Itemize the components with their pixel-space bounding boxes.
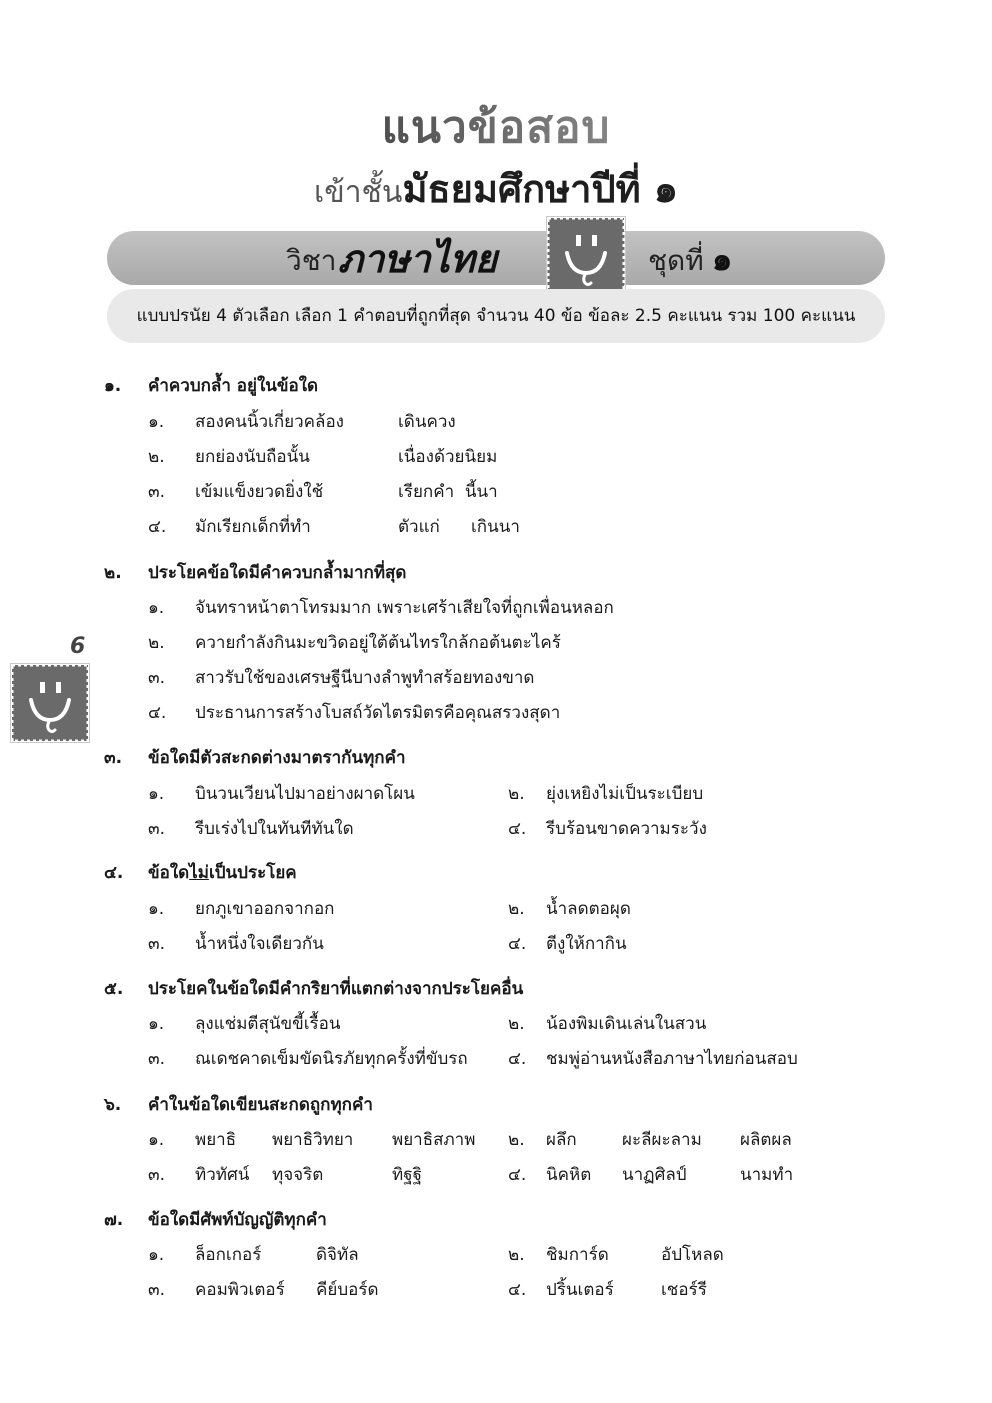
choice-text: เกินนา [471,517,520,537]
set-number: ๑ [712,240,733,278]
smiley-stamp-icon [545,215,627,297]
choice-number: ๒. [148,633,165,653]
choice-number: ๓. [148,668,166,688]
choice-word: เชอร์รี [661,1280,707,1300]
title-grade-prefix: เข้าชั้น [313,175,403,210]
choice-text: ควายกำลังกินมะขวิดอยู่ใต้ต้นไทรใกล้กอต้นตะไคร้ [195,633,561,653]
question-number: ๓. [104,748,123,768]
smiley-stamp-icon [9,662,91,744]
choice-number: ๔. [508,1165,527,1185]
choice-word: ล็อกเกอร์ [195,1245,262,1265]
question-text-part: เป็นประโยค [208,863,297,883]
choice-number: ๔. [508,1280,527,1300]
choice-word: ผลิตผล [740,1130,792,1150]
choice-number: ๑. [148,1130,165,1150]
subject-prefix: วิชา [286,244,337,277]
question-text: ประโยคข้อใดมีคำควบกล้ำมากที่สุด [148,563,407,583]
choice-word: ดิจิทัล [316,1245,359,1265]
choice-number: ๓. [148,1280,166,1300]
choice-text: สาวรับใช้ของเศรษฐีนีบางลำพูทำสร้อยทองขาด [195,668,535,688]
choice-text: จันทราหน้าตาโทรมมาก เพราะเศร้าเสียใจที่ถูกเพื่อนหลอก [195,598,614,618]
choice-number: ๑. [148,899,165,919]
exam-info: แบบปรนัย 4 ตัวเลือก เลือก 1 คำตอบที่ถูกที่สุด จำนวน 40 ข้อ ข้อละ 2.5 คะแนน รวม 100 คะแนน [107,289,885,343]
choice-number: ๑. [148,1014,165,1034]
choice-number: ๑. [148,598,165,618]
choice-number: ๒. [508,899,525,919]
choice-number: ๔. [508,819,527,839]
choice-text: รีบเร่งไปในทันทีทันใด [195,819,354,839]
question-number: ๔. [104,863,124,883]
subject-name: ภาษาไทย [338,237,498,281]
choice-word: พยาธิ [195,1130,237,1150]
choice-number: ๓. [148,482,166,502]
choice-word: ชิมการ์ด [546,1245,609,1265]
choice-text: น้องพิมเดินเล่นในสวน [546,1014,707,1034]
choice-text: ณเดชคาดเข็มขัดนิรภัยทุกครั้งที่ขับรถ [195,1049,468,1069]
title-grade-main: มัธยมศึกษาปีที่ ๑ [402,167,679,211]
question-number: ๖. [104,1095,122,1115]
choice-text: เนื่องด้วยนิยม [398,447,498,467]
choice-number: ๑. [148,1245,165,1265]
choice-word: ทุจจริต [272,1165,324,1185]
side-page-number: 6 [70,634,86,659]
question-text: ข้อใดมีตัวสะกดต่างมาตรากันทุกคำ [148,748,406,768]
choice-text: รีบร้อนขาดความระวัง [546,819,707,839]
set-label: ชุดที่ [648,244,704,277]
choice-text: ชมพู่อ่านหนังสือภาษาไทยก่อนสอบ [546,1049,798,1069]
title-main: แนวข้อสอบ [0,100,992,156]
choice-text: ยกภูเขาออกจากอก [195,899,335,919]
choice-word: นาฏศิลป์ [622,1165,687,1185]
choice-number: ๒. [508,1130,525,1150]
choice-text: สองคนนิ้วเกี่ยวคล้อง [195,412,344,432]
question-number: ๑. [104,376,122,396]
choice-number: ๓. [148,1049,166,1069]
choice-number: ๒. [508,1014,525,1034]
choice-text: ลุงแช่มตีสุนัขขี้เรื้อน [195,1014,341,1034]
choice-text: เรียกคำ นี้นา [398,482,498,502]
question-number: ๕. [104,979,124,999]
choice-text: ประธานการสร้างโบสถ์วัดไตรมิตรคือคุณสรวงสุดา [195,703,561,723]
choice-number: ๔. [508,1049,527,1069]
question-text-emphasis: ไม่ [189,863,209,883]
choice-word: คีย์บอร์ด [316,1280,379,1300]
choice-text: เข้มแข็งยวดยิ่งใช้ [195,482,324,502]
choice-number: ๑. [148,784,165,804]
question-text: ประโยคในข้อใดมีคำกริยาที่แตกต่างจากประโยคอื่น [148,979,524,999]
choice-word: นามทำ [740,1165,794,1185]
choice-word: ทิฐฐิ [392,1165,422,1185]
question-text: คำควบกล้ำ อยู่ในข้อใด [148,376,319,396]
choice-number: ๓. [148,819,166,839]
choice-number: ๓. [148,934,166,954]
choice-word: นิคหิต [546,1165,592,1185]
choice-word: ผะลีผะลาม [622,1130,702,1150]
choice-number: ๔. [148,703,167,723]
choice-number: ๒. [508,1245,525,1265]
choice-text: บินวนเวียนไปมาอย่างผาดโผน [195,784,415,804]
choice-text: น้ำหนึ่งใจเดียวกัน [195,934,324,954]
question-text [148,860,297,886]
choice-number: ๑. [148,412,165,432]
choice-text: ยกย่องนับถือนั้น [195,447,310,467]
choice-number: ๔. [508,934,527,954]
choice-text: มักเรียกเด็กที่ทำ [195,517,311,537]
choice-text: ยุ่งเหยิงไม่เป็นระเบียบ [546,784,704,804]
choice-word: ผลึก [546,1130,577,1150]
choice-number: ๒. [508,784,525,804]
choice-number: ๔. [148,517,167,537]
choice-text: น้ำลดตอผุด [546,899,631,919]
choice-text: ตีงูให้กากิน [546,934,627,954]
choice-word: พยาธิสภาพ [392,1130,476,1150]
question-number: ๒. [104,563,122,583]
choice-number: ๒. [148,447,165,467]
choice-text: ตัวแก่ [398,517,440,537]
choice-text: เดินควง [398,412,456,432]
question-number: ๗. [104,1210,124,1230]
choice-word: ทิวทัศน์ [195,1165,250,1185]
choice-word: พยาธิวิทยา [272,1130,354,1150]
choice-number: ๓. [148,1165,166,1185]
choice-word: อัปโหลด [661,1245,724,1265]
title-grade [0,163,992,223]
question-text-part: ข้อใด [148,863,190,883]
question-text: คำในข้อใดเขียนสะกดถูกทุกคำ [148,1095,373,1115]
choice-word: คอมพิวเตอร์ [195,1280,285,1300]
choice-word: ปริ้นเตอร์ [546,1280,614,1300]
question-text: ข้อใดมีศัพท์บัญญัติทุกคำ [148,1210,327,1230]
